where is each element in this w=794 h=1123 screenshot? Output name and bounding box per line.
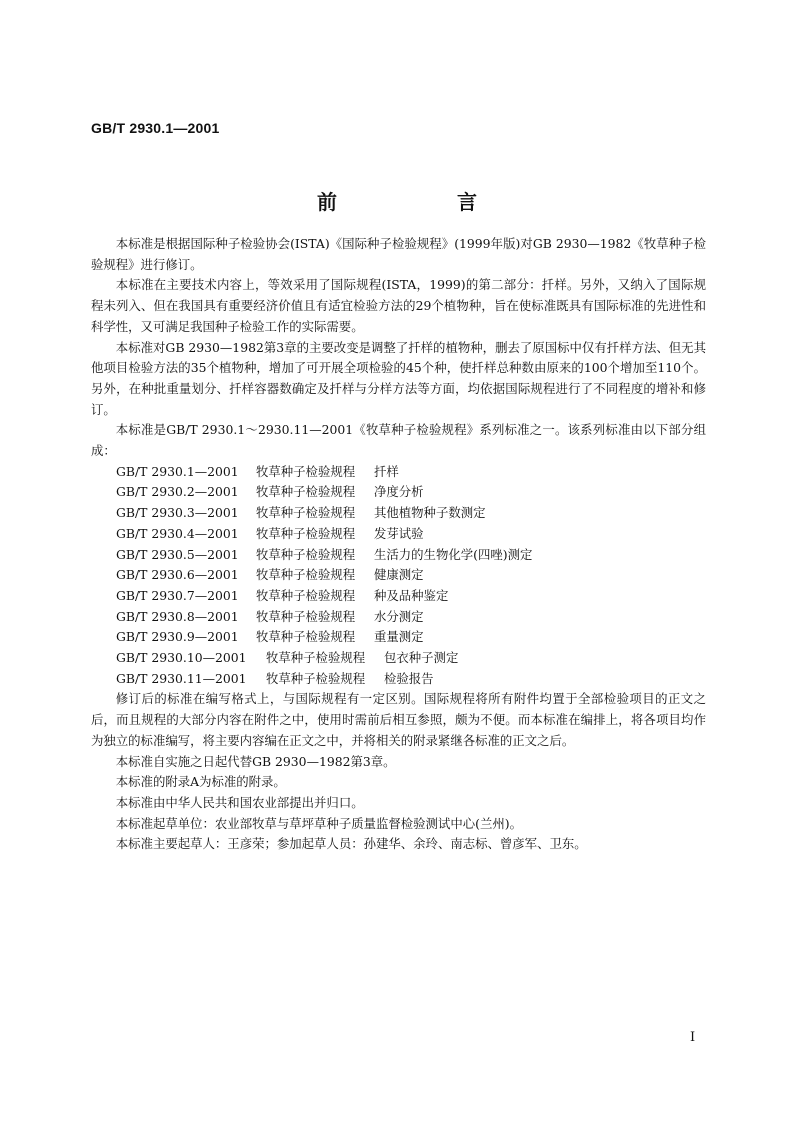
part-code: GB/T 2930.2—2001: [116, 484, 239, 500]
part-name: 重量测定: [374, 629, 424, 645]
part-name: 检验报告: [384, 670, 434, 686]
paragraph: 本标准是根据国际种子检验协会(ISTA)《国际种子检验规程》(1999年版)对GB 2930—1982《牧草种子检验规程》进行修订。: [91, 236, 706, 272]
part-code: GB/T 2930.5—2001: [116, 546, 239, 562]
part-series: 牧草种子检验规程: [256, 567, 356, 583]
paragraph: 本标准在主要技术内容上，等效采用了国际规程(ISTA，1999)的第二部分：扦样。另外，又纳入了国际规程未列入、但在我国具有重要经济价值且有适宜检验方法的29个植物种，旨在使标准既具有国际标准的先进性和科学性，又可满足我国种子检验工作的实际需要。: [91, 277, 706, 334]
part-series: 牧草种子检验规程: [266, 650, 366, 666]
paragraph: 本标准起草单位：农业部牧草与草坪草种子质量监督检验测试中心(兰州)。: [115, 815, 522, 831]
list-item: [91, 524, 706, 545]
part-series: 牧草种子检验规程: [256, 608, 356, 624]
part-series: 牧草种子检验规程: [256, 484, 356, 500]
part-series: 牧草种子检验规程: [256, 463, 356, 479]
standard-code: GB/T 2930.1—2001: [91, 120, 220, 136]
part-code: GB/T 2930.3—2001: [116, 505, 239, 521]
list-item: [91, 586, 706, 607]
list-item: [91, 669, 706, 690]
paragraph: 本标准对GB 2930—1982第3章的主要改变是调整了扦样的植物种，删去了原国标中仅有扦样方法、但无其他项目检验方法的35个植物种，增加了可开展全项检验的45个种，使扦样总种数由原来的100个增加至110个。另外，在种批重量划分、扦样容器数确定及扦样与分样方法等方面，均依据国际规程进行了不同程度的增补和修订。: [91, 339, 706, 417]
part-series: 牧草种子检验规程: [256, 525, 356, 541]
part-name: 种及品种鉴定: [374, 587, 449, 603]
list-item: [91, 545, 706, 566]
part-name: 净度分析: [374, 484, 424, 500]
part-code: GB/T 2930.11—2001: [116, 670, 247, 686]
paragraph: 本标准是GB/T 2930.1～2930.11—2001《牧草种子检验规程》系列标准之一。该系列标准由以下部分组成：: [91, 422, 706, 459]
list-item: [91, 627, 706, 648]
list-item: [91, 482, 706, 503]
paragraph: 本标准主要起草人：王彦荣；参加起草人员：孙建华、余玲、南志标、曾彦军、卫东。: [115, 836, 587, 852]
part-name: 包衣种子测定: [384, 650, 459, 666]
part-code: GB/T 2930.6—2001: [116, 567, 239, 583]
paragraph: 本标准由中华人民共和国农业部提出并归口。: [115, 794, 364, 810]
part-code: GB/T 2930.1—2001: [116, 463, 239, 479]
paragraph: 本标准的附录A为标准的附录。: [115, 774, 286, 790]
page-title: 前 言: [317, 190, 527, 214]
paragraph: 修订后的标准在编写格式上，与国际规程有一定区别。国际规程将所有附件均置于全部检验项目的正文之后，而且规程的大部分内容在附件之中，使用时需前后相互参照，颇为不便。而本标准在编排上，将各项目均作为独立的标准编写，将主要内容编在正文之中，并将相关的附录紧继各标准的正文之后。: [91, 691, 706, 748]
list-item: [91, 503, 706, 524]
paragraph: 本标准自实施之日起代替GB 2930—1982第3章。: [115, 753, 396, 769]
part-code: GB/T 2930.4—2001: [116, 525, 239, 541]
list-item: [91, 607, 706, 628]
part-series: 牧草种子检验规程: [256, 587, 356, 603]
page-number: I: [690, 1030, 696, 1045]
part-name: 发芽试验: [374, 525, 424, 541]
list-item: [91, 648, 706, 669]
part-code: GB/T 2930.7—2001: [116, 587, 239, 603]
list-item: [91, 462, 706, 483]
part-name: 扦样: [374, 463, 399, 479]
part-code: GB/T 2930.10—2001: [116, 650, 247, 666]
part-series: 牧草种子检验规程: [256, 546, 356, 562]
part-name: 健康测定: [374, 567, 424, 583]
document-body: [91, 234, 706, 855]
list-item: [91, 565, 706, 586]
part-series: 牧草种子检验规程: [266, 670, 366, 686]
part-code: GB/T 2930.8—2001: [116, 608, 239, 624]
part-series: 牧草种子检验规程: [256, 505, 356, 521]
part-name: 其他植物种子数测定: [374, 505, 486, 521]
part-code: GB/T 2930.9—2001: [116, 629, 239, 645]
series-parts-list: [91, 462, 706, 690]
part-series: 牧草种子检验规程: [256, 629, 356, 645]
part-name: 生活力的生物化学(四唑)测定: [374, 546, 533, 562]
part-name: 水分测定: [374, 608, 424, 624]
